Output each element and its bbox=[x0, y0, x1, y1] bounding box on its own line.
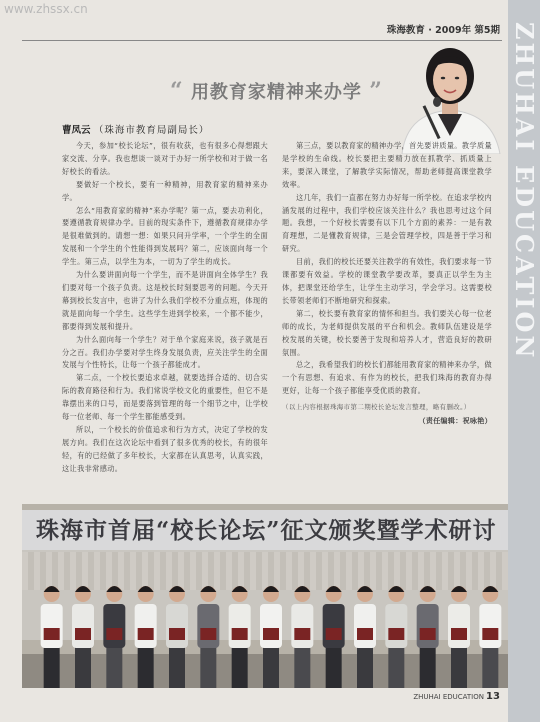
event-banner-text: 珠海市首届“校长论坛”征文颁奖暨学术研讨 bbox=[36, 517, 497, 544]
paragraph: 为什么面向每一个学生？对于单个家庭来说，孩子就是百分之百。我们办学要对学生终身发展负责，应关注学生的全面发展与个性特长，让每一个孩子都能成才。 bbox=[62, 334, 268, 370]
person-figure bbox=[385, 586, 407, 688]
header-separator: · bbox=[428, 25, 436, 36]
title-close-quote: ” bbox=[369, 78, 383, 104]
person-figure bbox=[229, 586, 251, 688]
author-portrait bbox=[392, 42, 508, 154]
side-banner-text: ZHUHAI EDUCATION bbox=[510, 22, 539, 361]
author-line bbox=[62, 122, 402, 136]
title-open-quote: “ bbox=[170, 78, 184, 104]
person-figure bbox=[291, 586, 313, 688]
person-figure bbox=[479, 586, 501, 688]
paragraph: 今天，参加“校长论坛”，很有收获，也有很多心得想跟大家交流、分享。我也想谈一谈对于办好一所学校和对于做一名好校长的看法。 bbox=[62, 141, 268, 176]
paragraph: 要做好一个校长，要有一种精神，用教育家的精神来办学。 bbox=[62, 179, 268, 202]
person-figure bbox=[103, 586, 125, 688]
person-figure bbox=[323, 586, 345, 688]
footer-journal-name: ZHUHAI EDUCATION bbox=[413, 693, 484, 701]
issue-label: 2009年 第5期 bbox=[435, 25, 500, 36]
source-note: （以上内容根据珠海市第二期校长论坛发言整理，略有删改。） bbox=[282, 403, 471, 412]
person-figure bbox=[354, 586, 376, 688]
person-figure bbox=[417, 586, 439, 688]
watermark-text: www.zhssx.cn bbox=[4, 2, 88, 16]
paragraph: 怎么“用教育家的精神”来办学呢？第一点，要去功利化，要遵循教育规律办学。目前的现实条件下，遵循教育规律办学是很难做到的。请想一想：如果只问升学率，一个学生的全面发展和一个学生的个性能得到发展吗？第二，应该面向每一个学生。第三点，以学生为本，一切为了学生的成长。 bbox=[62, 205, 268, 267]
person-figure bbox=[448, 586, 470, 688]
person-figure bbox=[135, 586, 157, 688]
person-figure bbox=[41, 586, 63, 688]
portrait-illustration bbox=[392, 42, 508, 154]
person-figure bbox=[260, 586, 282, 688]
right-text-column bbox=[282, 140, 492, 510]
people-group bbox=[22, 504, 508, 688]
author-role: （珠海市教育局副局长） bbox=[93, 125, 210, 136]
journal-name: 珠海教育 bbox=[386, 25, 425, 36]
paragraph: 这几年，我们一直都在努力办好每一所学校。在追求学校内涵发展的过程中，我们学校应该关注什么？我也思考过这个问题。我想，一个好校长需要有以下几个方面的素养：一是有教育理想，二是懂教育规律，三是会管理学校，四是善于学习和研究。 bbox=[282, 192, 492, 254]
paragraph: 第二点，一个校长要追求卓越，就要选择合适的、切合实际的教育路径和行为。我们常说学校文化的重要性，但它不是靠摆出来的口号，而是要落到管理的每一个细节之中，让学校每一位老师、每一个学生都能感受到。 bbox=[62, 373, 268, 422]
paragraph: 为什么要讲面向每一个学生，而不是讲面向全体学生？我们要对每一个孩子负责。这是校长时刻要思考的问题。今天开幕到校长发言中，也讲了为什么我们学校不分重点班，体现的就是面向每一个学生。这些学生进到学校来，一个都不能少，都要得到发展和提升。 bbox=[62, 270, 268, 331]
paragraph: 第三点，要以教育家的精神办学，首先要讲质量。教学质量是学校的生命线。校长要把主要精力放在抓教学、抓质量上来，要深入课堂，了解教学实际情况，帮助老师提高课堂教学效率。 bbox=[282, 141, 492, 189]
article-title bbox=[170, 78, 400, 106]
left-text-column bbox=[62, 140, 268, 510]
paragraph: 所以，一个校长的价值追求和行为方式，决定了学校的发展方向。我们在这次论坛中看到了很多优秀的校长，有的很年轻，有的已经做了多年校长，大家都在认真思考，认真实践，这让我非常感动。 bbox=[62, 424, 268, 473]
paragraph: 第二，校长要有教育家的情怀和担当。我们要关心每一位老师的成长，为老师提供发展的平台和机会。教师队伍建设是学校发展的关键，校长要善于发现和培养人才，营造良好的教研氛围。 bbox=[282, 308, 492, 357]
paragraph: 目前，我们的校长还要关注教学的有效性，我们要求每一节课都要有效益。学校的课堂教学要改革，要真正以学生为主体，把课堂还给学生，让学生主动学习，学会学习。这需要校长带领老师们不断地研究和探索。 bbox=[282, 257, 492, 305]
paragraph: 总之，我希望我们的校长们都能用教育家的精神来办学，做一个有思想、有追求、有作为的校长，把我们珠海的教育办得更好，让每一个孩子都能享受优质的教育。 bbox=[282, 360, 492, 396]
title-text: 用教育家精神来办学 bbox=[190, 82, 362, 103]
award-ceremony-photo bbox=[22, 504, 508, 688]
person-figure bbox=[166, 586, 188, 688]
person-figure bbox=[197, 586, 219, 688]
header-divider bbox=[22, 40, 502, 41]
page-header bbox=[300, 22, 500, 38]
author-name: 曹凤云 bbox=[62, 125, 91, 136]
page-number: 13 bbox=[486, 691, 500, 702]
person-figure bbox=[72, 586, 94, 688]
editor-credit: （责任编辑：祝咏艳） bbox=[418, 417, 492, 426]
